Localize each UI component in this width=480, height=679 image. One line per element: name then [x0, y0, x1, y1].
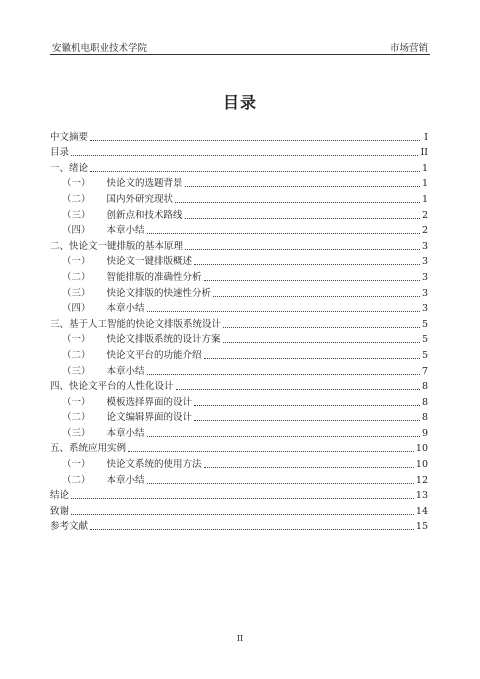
- toc-entry-number: （三）: [62, 209, 91, 221]
- toc-dot-leader: [71, 155, 418, 156]
- toc-dot-leader: [90, 140, 420, 141]
- toc-dot-leader: [90, 529, 414, 530]
- toc-entry[interactable]: [50, 237, 428, 253]
- toc-entry-page: 10: [415, 459, 428, 471]
- toc-entry[interactable]: [50, 284, 428, 300]
- toc-entry[interactable]: [50, 346, 428, 362]
- toc-entry-page: 12: [415, 474, 428, 486]
- toc-entry-number: （二）: [62, 412, 91, 424]
- toc-dot-leader: [128, 451, 414, 452]
- toc-entry-page: 5: [421, 334, 428, 346]
- toc-entry-number: （一）: [62, 459, 91, 471]
- toc-entry-title: 目录: [50, 147, 70, 159]
- toc-entry[interactable]: [50, 502, 428, 518]
- header-school-name: 安徽机电职业技术学院: [52, 43, 148, 54]
- toc-entry[interactable]: [50, 471, 428, 487]
- toc-dot-leader: [185, 249, 420, 250]
- toc-dot-leader: [204, 467, 414, 468]
- toc-entry[interactable]: [50, 206, 428, 222]
- toc-entry-number: 一、: [50, 162, 70, 174]
- toc-entry-title: 快论文排版系统的设计方案: [106, 334, 221, 346]
- toc-dot-leader: [223, 327, 420, 328]
- toc-dot-leader: [204, 358, 420, 359]
- toc-entry-page: 1: [421, 193, 428, 205]
- toc-entry[interactable]: [50, 440, 428, 456]
- toc-entry-page: 5: [421, 349, 428, 361]
- toc-dot-leader: [147, 374, 420, 375]
- toc-entry[interactable]: [50, 331, 428, 347]
- toc-dot-leader: [147, 483, 414, 484]
- toc-entry-number: （三）: [62, 365, 91, 377]
- toc-dot-leader: [147, 436, 420, 437]
- toc-dot-leader: [185, 218, 420, 219]
- header-major: 市场营销: [389, 43, 428, 54]
- toc-entry-page: 5: [421, 318, 428, 330]
- toc-dot-leader: [185, 186, 420, 187]
- toc-entry[interactable]: [50, 300, 428, 316]
- toc-entry[interactable]: [50, 378, 428, 394]
- toc-dot-leader: [176, 389, 420, 390]
- toc-entry[interactable]: [50, 175, 428, 191]
- toc-dot-leader: [175, 202, 420, 203]
- page-header: [50, 34, 430, 55]
- toc-entry-number: （三）: [62, 287, 91, 299]
- toc-entry-number: （一）: [62, 178, 91, 190]
- toc-entry-page: 1: [421, 178, 428, 190]
- toc-entry-number: （三）: [62, 427, 91, 439]
- toc-entry-title: 快论文一键排版的基本原理: [69, 240, 184, 252]
- toc-entry-number: 二、: [50, 240, 70, 252]
- toc-dot-leader: [71, 498, 414, 499]
- toc-entry-title: 中文摘要: [50, 131, 89, 143]
- toc-entry-title: 基于人工智能的快论文排版系统设计: [69, 318, 222, 330]
- toc-entry-title: 本章小结: [106, 427, 145, 439]
- toc-entry-title: 绪论: [69, 162, 89, 174]
- toc-entry[interactable]: [50, 128, 428, 144]
- toc-entry-number: 四、: [50, 381, 70, 393]
- toc-entry-number: （二）: [62, 271, 91, 283]
- toc-entry-title: 快论文排版的快速性分析: [106, 287, 212, 299]
- toc-entry-title: 模板选择界面的设计: [106, 396, 193, 408]
- toc-entry[interactable]: [50, 144, 428, 160]
- toc-dot-leader: [194, 264, 420, 265]
- toc-entry-page: 10: [415, 443, 428, 455]
- toc-entry-number: （一）: [62, 396, 91, 408]
- toc-entry[interactable]: [50, 362, 428, 378]
- toc-entry-page: 7: [421, 365, 428, 377]
- toc-entry[interactable]: [50, 487, 428, 503]
- toc-entry-title: 本章小结: [106, 365, 145, 377]
- toc-entry-number: （一）: [62, 334, 91, 346]
- toc-entry[interactable]: [50, 393, 428, 409]
- toc-entry-number: （二）: [62, 474, 91, 486]
- toc-entry-page: 3: [421, 240, 428, 252]
- page-title: 目录: [222, 93, 257, 112]
- toc-entry-title: 论文编辑界面的设计: [106, 412, 193, 424]
- toc-entry-title: 本章小结: [106, 474, 145, 486]
- toc-entry-page: 3: [421, 287, 428, 299]
- toc-entry-title: 快论文的选题背景: [106, 178, 183, 190]
- toc-entry-title: 系统应用实例: [69, 443, 127, 455]
- toc-entry[interactable]: [50, 253, 428, 269]
- toc-entry-number: （四）: [62, 303, 91, 315]
- toc-entry-title: 国内外研究现状: [106, 193, 174, 205]
- toc-entry-page: 3: [421, 256, 428, 268]
- toc-entry-page: 9: [421, 427, 428, 439]
- toc-entry-page: 13: [415, 490, 428, 502]
- toc-dot-leader: [71, 514, 414, 515]
- toc-entry-page: 3: [421, 271, 428, 283]
- toc-entry-title: 本章小结: [106, 303, 145, 315]
- toc-entry-title: 致谢: [50, 505, 70, 517]
- toc-dot-leader: [147, 311, 420, 312]
- toc-entry-number: 五、: [50, 443, 70, 455]
- toc-entry-page: II: [420, 147, 428, 159]
- toc-dot-leader: [194, 405, 420, 406]
- toc-entry-title: 快论文一键排版概述: [106, 256, 193, 268]
- toc-entry-title: 快论文系统的使用方法: [106, 459, 202, 471]
- toc-entry-title: 智能排版的准确性分析: [106, 271, 202, 283]
- toc-entry[interactable]: [50, 159, 428, 175]
- toc-dot-leader: [223, 342, 420, 343]
- toc-entry[interactable]: [50, 222, 428, 238]
- toc-dot-leader: [204, 280, 420, 281]
- toc-entry-page: 2: [421, 225, 428, 237]
- toc-entry-page: I: [424, 131, 428, 143]
- toc-entry-page: 14: [415, 505, 428, 517]
- toc-entry[interactable]: [50, 190, 428, 206]
- page-number: II: [236, 634, 244, 643]
- toc-entry-title: 创新点和技术路线: [106, 209, 183, 221]
- toc-entry-page: 15: [415, 521, 428, 533]
- toc-entry-title: 快论文平台的人性化设计: [69, 381, 174, 393]
- toc-dot-leader: [147, 233, 420, 234]
- toc-entry[interactable]: [50, 268, 428, 284]
- toc-entry-page: 8: [421, 396, 428, 408]
- toc-entry-title: 参考文献: [50, 521, 89, 533]
- toc-entry-page: 3: [421, 303, 428, 315]
- toc-entry-page: 8: [421, 412, 428, 424]
- toc-entry-title: 结论: [50, 490, 70, 502]
- toc-dot-leader: [213, 296, 420, 297]
- toc-dot-leader: [90, 171, 420, 172]
- toc-entry[interactable]: [50, 315, 428, 331]
- toc-entry-page: 2: [421, 209, 428, 221]
- toc-entry[interactable]: [50, 455, 428, 471]
- toc-entry-number: 三、: [50, 318, 70, 330]
- toc-dot-leader: [194, 420, 420, 421]
- toc-entry-title: 本章小结: [106, 225, 145, 237]
- toc-entry-number: （二）: [62, 349, 91, 361]
- toc-entry-number: （二）: [62, 193, 91, 205]
- toc-entry[interactable]: [50, 518, 428, 534]
- toc-entry[interactable]: [50, 409, 428, 425]
- toc-entry-title: 快论文平台的功能介绍: [106, 349, 202, 361]
- toc-entry-number: （一）: [62, 256, 91, 268]
- toc-entry-page: 8: [421, 381, 428, 393]
- toc-entry[interactable]: [50, 424, 428, 440]
- toc-entry-number: （四）: [62, 225, 91, 237]
- table-of-contents: [50, 128, 428, 533]
- toc-entry-page: 1: [421, 162, 428, 174]
